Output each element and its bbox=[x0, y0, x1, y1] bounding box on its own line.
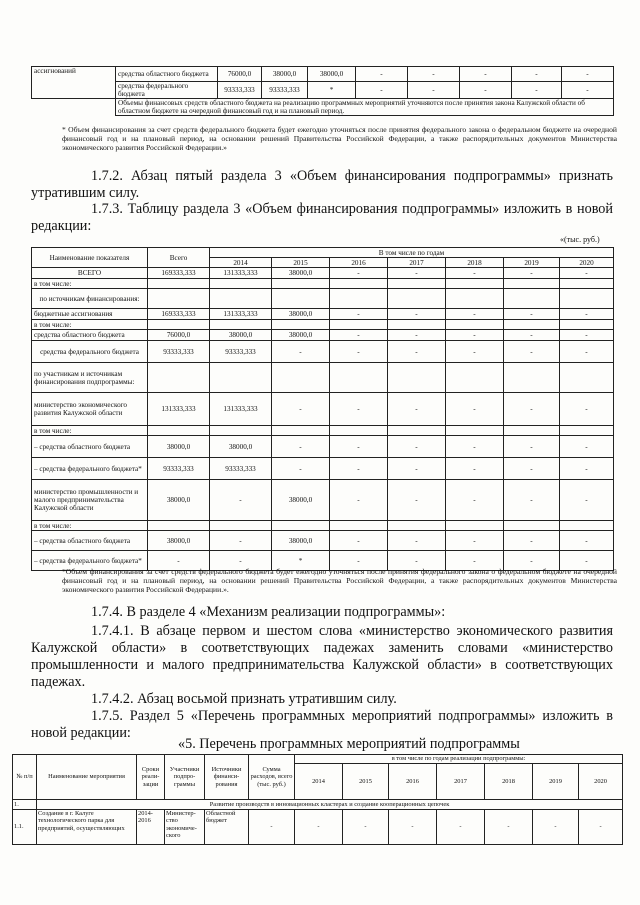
row-label: средства областного бюджета bbox=[32, 330, 148, 341]
footnote-federal-budget: * Объем финансирования за счет средств федерального бюджета будет ежегодно уточняться после принятия федерального закона о федеральном бюджете на очередной финансовый год и на плановый период, на основании решений Правительства Российской Федерации, а также распорядительных документов Министерства экономического развития Российской Федерации.» bbox=[62, 125, 617, 152]
table-cell: 76000,0 bbox=[218, 67, 262, 82]
table-cell bbox=[446, 426, 504, 436]
table-cell: - bbox=[562, 82, 614, 99]
table-cell bbox=[210, 521, 272, 531]
table-cell: - bbox=[343, 810, 389, 845]
table-cell: - bbox=[437, 810, 485, 845]
table-cell: - bbox=[272, 341, 330, 363]
table-cell bbox=[388, 279, 446, 289]
top-fragment-table bbox=[31, 66, 614, 116]
table-cell: - bbox=[504, 458, 560, 480]
table-cell: - bbox=[504, 436, 560, 458]
table-cell: - bbox=[562, 67, 614, 82]
table-cell: - bbox=[560, 480, 614, 521]
row-label: средства федерального бюджета bbox=[32, 341, 148, 363]
table-cell: - bbox=[272, 393, 330, 426]
table-cell bbox=[210, 363, 272, 393]
table-cell: 38000,0 bbox=[262, 67, 308, 82]
paragraph-1-7-5: 1.7.5. Раздел 5 «Перечень программных мероприятий подпрограммы» изложить в новой редакции: bbox=[31, 708, 613, 741]
column-header-years: В том числе по годам bbox=[210, 248, 614, 258]
financing-table-body bbox=[32, 268, 614, 571]
table-cell: 38000,0 bbox=[308, 67, 356, 82]
table-cell: - bbox=[504, 309, 560, 320]
table-cell bbox=[388, 289, 446, 309]
table-cell bbox=[388, 426, 446, 436]
table-cell: - bbox=[560, 268, 614, 279]
table-cell: - bbox=[408, 82, 460, 99]
table-cell: - bbox=[560, 531, 614, 551]
table-cell: - bbox=[388, 480, 446, 521]
column-header-participants: Участники подпро-граммы bbox=[165, 755, 205, 800]
table-cell: - bbox=[388, 330, 446, 341]
table-cell: - bbox=[446, 436, 504, 458]
paragraph-1-7-2: 1.7.2. Абзац пятый раздела 3 «Объем финансирования подпрограммы» признать утратившим силу. bbox=[31, 168, 613, 201]
table-cell: - bbox=[389, 810, 437, 845]
row-label: бюджетные ассигнования bbox=[32, 309, 148, 320]
column-header-year: 2018 bbox=[485, 764, 533, 800]
table-row bbox=[32, 268, 614, 279]
section-heading: Развитие производств в инновационных кластерах и создание кооперационных цепочек bbox=[37, 800, 623, 810]
table-cell: - bbox=[446, 268, 504, 279]
table-cell: * bbox=[308, 82, 356, 99]
table-cell bbox=[560, 320, 614, 330]
table-cell bbox=[272, 289, 330, 309]
paragraph-1-7-3: 1.7.3. Таблицу раздела 3 «Объем финансирования подпрограммы» изложить в новой редакции: bbox=[31, 201, 613, 234]
table-cell bbox=[210, 320, 272, 330]
table-cell: - bbox=[408, 67, 460, 82]
table-row bbox=[32, 480, 614, 521]
table-row bbox=[32, 521, 614, 531]
column-header-year: 2014 bbox=[295, 764, 343, 800]
table-cell: 131333,333 bbox=[210, 268, 272, 279]
table-cell bbox=[504, 289, 560, 309]
table-cell: 169333,333 bbox=[148, 309, 210, 320]
table-cell: - bbox=[504, 480, 560, 521]
table-cell: 38000,0 bbox=[148, 531, 210, 551]
row-label: по источникам финансирования: bbox=[32, 289, 148, 309]
table-cell: - bbox=[504, 551, 560, 571]
table-cell bbox=[272, 320, 330, 330]
table-row bbox=[32, 82, 614, 99]
table-cell: 38000,0 bbox=[272, 268, 330, 279]
table-cell: - bbox=[504, 393, 560, 426]
table-row bbox=[32, 393, 614, 426]
table-cell: - bbox=[330, 531, 388, 551]
row-label: – средства областного бюджета bbox=[32, 436, 148, 458]
paragraph-1-7-4: 1.7.4. В разделе 4 «Механизм реализации подпрограммы»: bbox=[91, 604, 446, 620]
table-cell: - bbox=[330, 436, 388, 458]
table-cell: 93333,333 bbox=[210, 341, 272, 363]
table-cell bbox=[148, 279, 210, 289]
table-cell bbox=[504, 426, 560, 436]
table-cell bbox=[504, 363, 560, 393]
table-cell bbox=[272, 426, 330, 436]
table-cell: - bbox=[356, 67, 408, 82]
table-cell: - bbox=[446, 480, 504, 521]
row-label: – средства федерального бюджета* bbox=[32, 458, 148, 480]
column-header-year: 2017 bbox=[437, 764, 485, 800]
table-cell: 38000,0 bbox=[148, 436, 210, 458]
table-cell: 38000,0 bbox=[272, 531, 330, 551]
table-row bbox=[32, 436, 614, 458]
table-cell bbox=[504, 521, 560, 531]
column-header-name: Наименование показателя bbox=[32, 248, 148, 268]
table-cell: ассигнований bbox=[32, 67, 116, 99]
table-cell: - bbox=[388, 551, 446, 571]
table-cell: - bbox=[446, 330, 504, 341]
table-cell: - bbox=[330, 551, 388, 571]
table-cell: - bbox=[210, 480, 272, 521]
table-cell: - bbox=[579, 810, 623, 845]
table-cell: 93333,333 bbox=[218, 82, 262, 99]
table-cell: 93333,333 bbox=[148, 341, 210, 363]
table-cell bbox=[148, 426, 210, 436]
measure-name: Создание в г. Калуге технологического парка для предприятий, осуществляющих bbox=[37, 810, 137, 845]
column-header-year: 2014 bbox=[210, 258, 272, 268]
column-header-name: Наименование мероприятия bbox=[37, 755, 137, 800]
table-cell: - bbox=[504, 531, 560, 551]
table-cell: - bbox=[512, 82, 562, 99]
table-cell: - bbox=[210, 551, 272, 571]
table-cell bbox=[330, 426, 388, 436]
table-row bbox=[32, 289, 614, 309]
table-row bbox=[32, 363, 614, 393]
table-cell bbox=[330, 363, 388, 393]
column-header-years: в том числе по годам реализации подпрограммы: bbox=[295, 755, 623, 764]
table-cell bbox=[446, 289, 504, 309]
table-row bbox=[32, 531, 614, 551]
table-cell: - bbox=[295, 810, 343, 845]
table-cell: - bbox=[446, 309, 504, 320]
table-cell: - bbox=[446, 341, 504, 363]
table-cell: - bbox=[388, 458, 446, 480]
table-row bbox=[32, 99, 614, 116]
row-label: в том числе: bbox=[32, 426, 148, 436]
measures-table bbox=[12, 754, 623, 845]
measure-sources: Областной бюджет bbox=[205, 810, 249, 845]
column-header-year: 2019 bbox=[533, 764, 579, 800]
table-cell bbox=[330, 279, 388, 289]
footnote-federal-budget-2: *Объем финансирования за счет средств федерального бюджета будет ежегодно уточняться после принятия федерального закона о федеральном бюджете на очередной финансовый год и на плановый период, на основании решений Правительства Российской Федерации, а также распорядительных документов Министерства экономического развития Российской Федерации.». bbox=[62, 567, 617, 594]
table-row bbox=[32, 279, 614, 289]
table-cell: 38000,0 bbox=[272, 330, 330, 341]
row-label: в том числе: bbox=[32, 279, 148, 289]
table-cell: - bbox=[330, 393, 388, 426]
table-cell: - bbox=[560, 551, 614, 571]
paragraph-1-7-4-1: 1.7.4.1. В абзаце первом и шестом слова «министерство экономического развития Калужской области» в соответствующих падежах заменить словами «министерство промышленности и малого предпринимательства Калужской области» в соответствующих падежах. bbox=[31, 623, 613, 690]
table-cell: - bbox=[560, 341, 614, 363]
section-number: 1. bbox=[13, 800, 37, 810]
column-header-year: 2017 bbox=[388, 258, 446, 268]
row-label: – средства федерального бюджета* bbox=[32, 551, 148, 571]
table-header-row bbox=[13, 755, 623, 764]
table-cell bbox=[446, 279, 504, 289]
table-cell: - bbox=[504, 330, 560, 341]
measure-participants: Министер-ство экономиче-ского bbox=[165, 810, 205, 845]
table-cell: 38000,0 bbox=[210, 330, 272, 341]
table-row bbox=[13, 810, 623, 845]
table-cell: - bbox=[388, 268, 446, 279]
table-cell: средства областного бюджета bbox=[116, 67, 218, 82]
table-cell bbox=[272, 363, 330, 393]
column-header-year: 2015 bbox=[272, 258, 330, 268]
table-cell: - bbox=[533, 810, 579, 845]
table-cell: 38000,0 bbox=[210, 436, 272, 458]
table-cell: - bbox=[560, 436, 614, 458]
row-label: по участникам и источникам финансирования подпрограммы: bbox=[32, 363, 148, 393]
column-header-total: Всего bbox=[148, 248, 210, 268]
column-header-year: 2020 bbox=[579, 764, 623, 800]
table-cell: - bbox=[512, 67, 562, 82]
table-cell: - bbox=[460, 67, 512, 82]
table-cell: 93333,333 bbox=[210, 458, 272, 480]
table-cell bbox=[446, 363, 504, 393]
column-header-sources: Источники финанси-рования bbox=[205, 755, 249, 800]
table-cell: - bbox=[330, 330, 388, 341]
table-cell: 38000,0 bbox=[272, 309, 330, 320]
table-cell bbox=[560, 363, 614, 393]
table-row bbox=[13, 800, 623, 810]
table-cell: - bbox=[388, 309, 446, 320]
table-cell: - bbox=[272, 458, 330, 480]
column-header-year: 2015 bbox=[343, 764, 389, 800]
column-header-num: № п/п bbox=[13, 755, 37, 800]
table-cell: 131333,333 bbox=[148, 393, 210, 426]
column-header-year: 2016 bbox=[330, 258, 388, 268]
column-header-year: 2016 bbox=[389, 764, 437, 800]
table-cell bbox=[210, 279, 272, 289]
table-cell: 131333,333 bbox=[210, 393, 272, 426]
table-cell: - bbox=[330, 458, 388, 480]
row-label: – средства областного бюджета bbox=[32, 531, 148, 551]
table-cell: - bbox=[249, 810, 295, 845]
table-row bbox=[32, 330, 614, 341]
table-cell bbox=[148, 521, 210, 531]
table-cell: 131333,333 bbox=[210, 309, 272, 320]
table-cell bbox=[272, 279, 330, 289]
table-cell: - bbox=[446, 458, 504, 480]
table-cell bbox=[560, 289, 614, 309]
table-cell: - bbox=[485, 810, 533, 845]
table-cell bbox=[210, 426, 272, 436]
table-cell: - bbox=[330, 341, 388, 363]
row-number: 1.1. bbox=[13, 810, 37, 845]
table-cell: - bbox=[388, 436, 446, 458]
paragraph-1-7-4-2: 1.7.4.2. Абзац восьмой признать утратившим силу. bbox=[91, 691, 397, 707]
table-cell: - bbox=[330, 268, 388, 279]
table-cell bbox=[388, 521, 446, 531]
column-header-year: 2018 bbox=[446, 258, 504, 268]
table-cell: - bbox=[272, 436, 330, 458]
table-cell: * bbox=[272, 551, 330, 571]
row-label: в том числе: bbox=[32, 521, 148, 531]
table-cell bbox=[560, 521, 614, 531]
table-row bbox=[32, 67, 614, 82]
table-cell: - bbox=[388, 341, 446, 363]
table-cell: - bbox=[388, 531, 446, 551]
table-cell: средства федерального бюджета bbox=[116, 82, 218, 99]
table-cell: 38000,0 bbox=[148, 480, 210, 521]
column-header-year: 2020 bbox=[560, 258, 614, 268]
row-label: министерство промышленности и малого предпринимательства Калужской области bbox=[32, 480, 148, 521]
table-row bbox=[32, 341, 614, 363]
table-cell bbox=[330, 521, 388, 531]
table-cell: 93333,333 bbox=[148, 458, 210, 480]
table-cell bbox=[330, 320, 388, 330]
table-cell: - bbox=[210, 531, 272, 551]
table-cell bbox=[330, 289, 388, 309]
table-cell: 38000,0 bbox=[272, 480, 330, 521]
table-cell: - bbox=[560, 393, 614, 426]
table-cell: 76000,0 bbox=[148, 330, 210, 341]
column-header-terms: Сроки реали-зации bbox=[137, 755, 165, 800]
table-cell: - bbox=[446, 393, 504, 426]
table-cell: - bbox=[504, 341, 560, 363]
merged-note-cell: Объемы финансовых средств областного бюджета на реализацию программных мероприятий уточняются после принятия закона Калужской области об областном бюджете на очередной финансовый год и на плановый период. bbox=[116, 99, 614, 116]
table-cell bbox=[560, 426, 614, 436]
table-cell bbox=[388, 320, 446, 330]
table-cell: - bbox=[560, 330, 614, 341]
table-cell bbox=[560, 279, 614, 289]
units-label: «(тыс. руб.) bbox=[560, 235, 600, 244]
table-cell: 93333,333 bbox=[262, 82, 308, 99]
table-cell: - bbox=[330, 309, 388, 320]
table-cell: - bbox=[356, 82, 408, 99]
table-cell: 169333,333 bbox=[148, 268, 210, 279]
table-cell bbox=[148, 289, 210, 309]
table-row bbox=[32, 426, 614, 436]
table-cell bbox=[504, 279, 560, 289]
table-row bbox=[32, 309, 614, 320]
column-header-sum: Сумма расходов, всего (тыс. руб.) bbox=[249, 755, 295, 800]
table-cell: - bbox=[446, 531, 504, 551]
table-cell bbox=[148, 320, 210, 330]
table-cell: - bbox=[460, 82, 512, 99]
table-cell: - bbox=[148, 551, 210, 571]
table-row bbox=[32, 458, 614, 480]
table-cell: - bbox=[446, 551, 504, 571]
table-cell bbox=[446, 521, 504, 531]
table-cell: - bbox=[330, 480, 388, 521]
table-cell: - bbox=[560, 309, 614, 320]
table-cell: - bbox=[560, 458, 614, 480]
table-cell bbox=[446, 320, 504, 330]
row-label: ВСЕГО bbox=[32, 268, 148, 279]
table-cell: - bbox=[388, 393, 446, 426]
table-cell bbox=[210, 289, 272, 309]
table-cell bbox=[504, 320, 560, 330]
table-row bbox=[32, 320, 614, 330]
row-label: в том числе: bbox=[32, 320, 148, 330]
column-header-year: 2019 bbox=[504, 258, 560, 268]
section-5-title: «5. Перечень программных мероприятий подпрограммы bbox=[178, 736, 520, 752]
table-header-row bbox=[32, 248, 614, 258]
measure-terms: 2014-2016 bbox=[137, 810, 165, 845]
table-cell bbox=[272, 521, 330, 531]
table-cell bbox=[388, 363, 446, 393]
financing-table bbox=[31, 247, 614, 571]
table-cell bbox=[148, 363, 210, 393]
table-cell: - bbox=[504, 268, 560, 279]
row-label: министерство экономического развития Калужской области bbox=[32, 393, 148, 426]
